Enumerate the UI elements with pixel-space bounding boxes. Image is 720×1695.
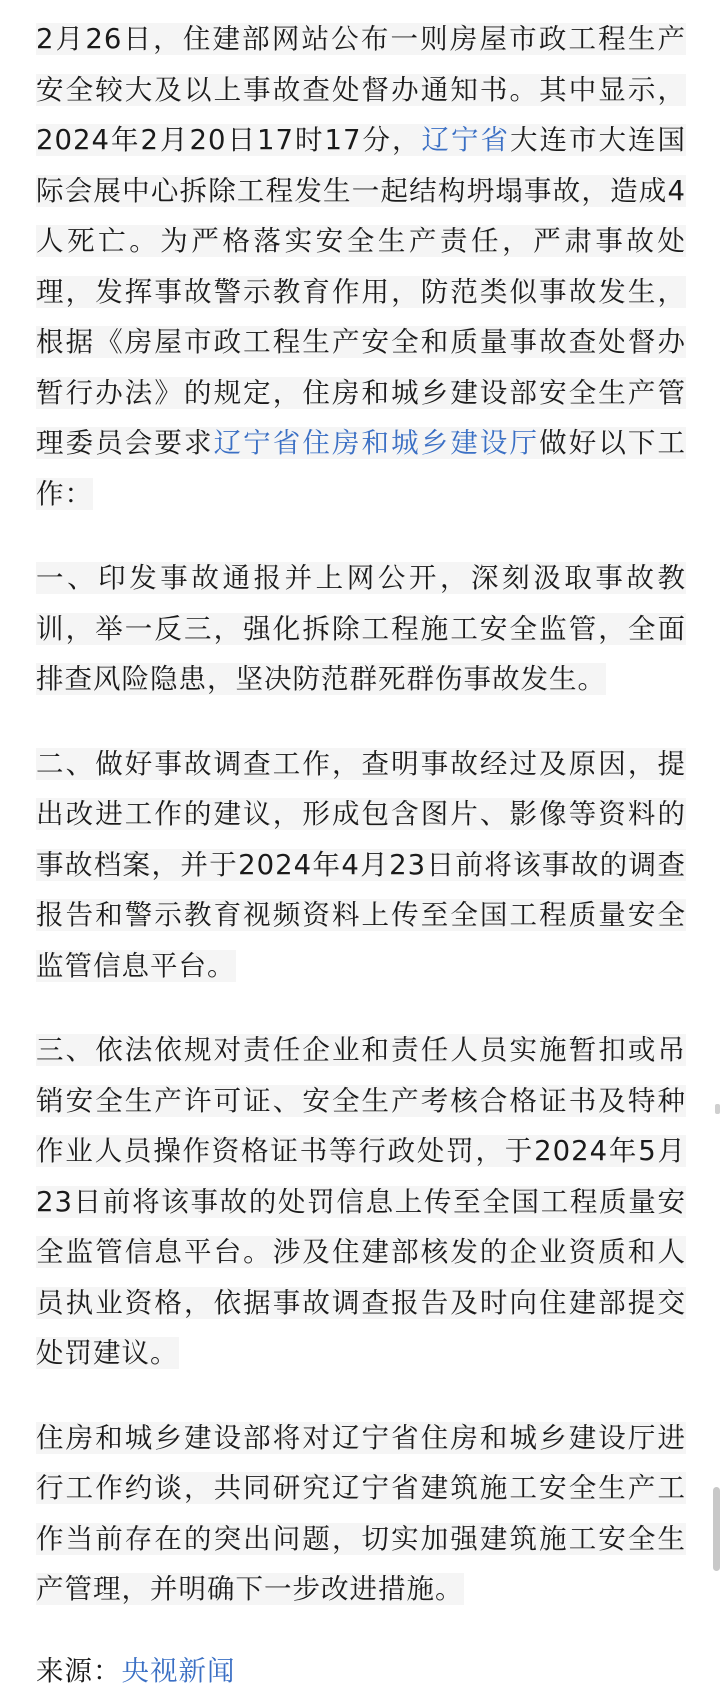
paragraph-item-2	[36, 739, 686, 992]
paragraph-item-3	[36, 1025, 686, 1379]
article-body	[36, 14, 686, 1693]
conclusion-text: 住房和城乡建设部将对辽宁省住房和城乡建设厅进行工作约谈，共同研究辽宁省建筑施工安全生产工作当前存在的突出问题，切实加强建筑施工安全生产管理，并明确下一步改进措施。	[36, 1421, 686, 1605]
source-link-cctv-news[interactable]: 央视新闻	[121, 1654, 236, 1687]
link-liaoning-province[interactable]: 辽宁省	[421, 124, 510, 156]
intro-text-3: 做好以下工作：	[36, 427, 687, 510]
scroll-indicator	[715, 1104, 720, 1114]
source-label: 来源：	[36, 1654, 122, 1687]
source-line	[36, 1649, 686, 1693]
paragraph-item-1	[36, 553, 686, 705]
intro-text-1: 2月26日，住建部网站公布一则房屋市政工程生产安全较大及以上事故查处督办通知书。其中显示，2024年2月20日17时17分，	[36, 23, 686, 156]
link-liaoning-housing-department[interactable]: 辽宁省住房和城乡建设厅	[213, 427, 540, 459]
item-3-text: 三、依法依规对责任企业和责任人员实施暂扣或吊销安全生产许可证、安全生产考核合格证书及特种作业人员操作资格证书等行政处罚，于2024年5月23日前将该事故的处罚信息上传至全国工程质量安全监管信息平台。涉及住建部核发的企业资质和人员执业资格，依据事故调查报告及时向住建部提交处罚建议。	[36, 1034, 686, 1369]
item-2-text: 二、做好事故调查工作，查明事故经过及原因，提出改进工作的建议，形成包含图片、影像等资料的事故档案，并于2024年4月23日前将该事故的调查报告和警示教育视频资料上传至全国工程质量安全监管信息平台。	[36, 747, 686, 982]
scrollbar-thumb[interactable]	[713, 1487, 720, 1571]
paragraph-intro	[36, 14, 686, 519]
intro-text-2: 大连市大连国际会展中心拆除工程发生一起结构坍塌事故，造成4人死亡。为严格落实安全生产责任，严肃事故处理，发挥事故警示教育作用，防范类似事故发生，根据《房屋市政工程生产安全和质量事故查处督办暂行办法》的规定，住房和城乡建设部安全生产管理委员会要求	[36, 124, 687, 459]
item-1-text: 一、印发事故通报并上网公开，深刻汲取事故教训，举一反三，强化拆除工程施工安全监管，全面排查风险隐患，坚决防范群死群伤事故发生。	[36, 562, 686, 695]
paragraph-conclusion	[36, 1413, 686, 1615]
